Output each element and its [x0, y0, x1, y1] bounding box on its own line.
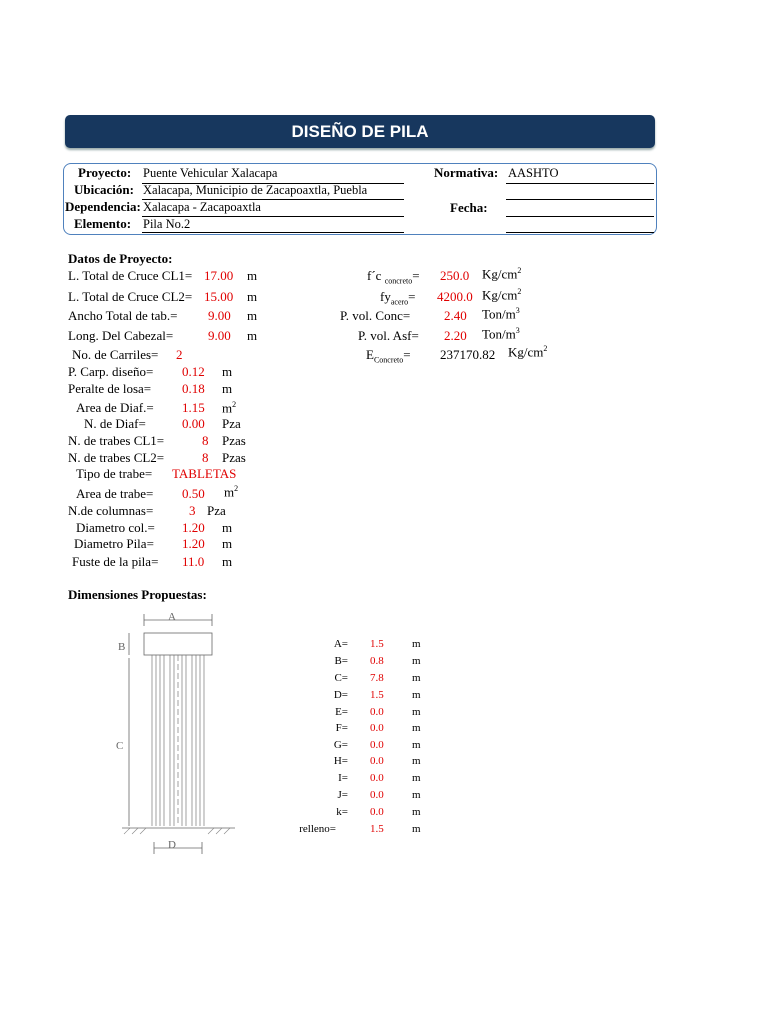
datos-unit: Pza — [222, 416, 241, 431]
datos-value: 9.00 — [208, 328, 231, 343]
dim-label: G= — [333, 739, 348, 751]
datos-unit: $m^2$ — [224, 484, 239, 500]
datos-value: 8 — [202, 433, 209, 448]
datos-unit: m — [222, 554, 233, 569]
ground-hatch — [124, 828, 230, 834]
dependencia-value: Xalacapa - Zacapoaxtla — [143, 200, 261, 214]
datos-label: Diametro Pila= — [74, 536, 154, 551]
datos-label: Peralte de losa= — [68, 381, 152, 396]
datos-value: TABLETAS — [172, 466, 237, 481]
datos-unit: m — [247, 268, 258, 283]
datos-value: 0.50 — [182, 486, 205, 501]
material-value: 250.0 — [440, 268, 470, 283]
material-label: P. vol. Asf= — [358, 328, 419, 343]
datos-label: Fuste de la pila= — [72, 554, 159, 569]
datos-label: Long. Del Cabezal= — [68, 328, 174, 343]
datos-label: L. Total de Cruce CL1= — [68, 268, 193, 283]
dim-unit: m — [412, 638, 421, 650]
page-title: DISEÑO DE PILA — [65, 115, 655, 148]
datos-label: N. de trabes CL1= — [68, 433, 165, 448]
datos-value: 0.18 — [182, 381, 205, 396]
pier-columns — [152, 655, 204, 826]
dim-unit: m — [412, 806, 421, 818]
datos-label: L. Total de Cruce CL2= — [68, 289, 193, 304]
datos-label: Area de trabe= — [76, 486, 154, 501]
datos-value: 15.00 — [204, 289, 234, 304]
datos-value: 0.12 — [182, 364, 205, 379]
material-value: 237170.82 — [440, 347, 496, 362]
dim-label: C= — [334, 672, 348, 684]
datos-value: 8 — [202, 450, 209, 465]
datos-value: 17.00 — [204, 268, 234, 283]
normativa-underline — [506, 183, 654, 184]
datos-label: Area de Diaf.= — [76, 400, 154, 415]
material-label: f´c $_{concreto}$= — [367, 268, 420, 286]
normativa-label: Normativa: — [434, 165, 499, 180]
datos-value: 11.0 — [182, 554, 205, 569]
datos-label: N. de Diaf= — [84, 416, 146, 431]
dim-unit: m — [412, 655, 421, 667]
datos-value: 9.00 — [208, 308, 231, 323]
proyecto-label: Proyecto: — [78, 165, 132, 180]
ubicacion-label: Ubicación: — [74, 182, 134, 197]
datos-value: 1.20 — [182, 520, 205, 535]
dim-label-a: A — [168, 611, 176, 623]
dim-value: 1.5 — [370, 823, 384, 835]
datos-unit: m — [247, 308, 258, 323]
elemento-value: Pila No.2 — [143, 217, 191, 231]
dim-value: 0.8 — [370, 655, 384, 667]
dim-label-c: C — [116, 740, 124, 752]
material-value: 2.40 — [444, 308, 467, 323]
datos-label: N.de columnas= — [68, 503, 154, 518]
datos-value: 0.00 — [182, 416, 205, 431]
proyecto-value: Puente Vehicular Xalacapa — [143, 166, 278, 180]
dimensiones-heading: Dimensiones Propuestas: — [68, 587, 207, 602]
datos-unit: m — [222, 536, 233, 551]
dim-value: 1.5 — [370, 689, 384, 701]
dim-value: 0.0 — [370, 755, 384, 767]
material-value: 2.20 — [444, 328, 467, 343]
material-label: P. vol. Conc= — [340, 308, 411, 323]
material-unit: Ton/$m^3$ — [482, 306, 520, 322]
material-unit: $Kg/cm^2$ — [508, 344, 548, 360]
elemento-underline — [142, 232, 404, 233]
dim-unit: m — [412, 706, 421, 718]
datos-value: 2 — [176, 347, 183, 362]
datos-label: No. de Carriles= — [72, 347, 159, 362]
dim-label: J= — [337, 789, 348, 801]
datos-unit: Pza — [207, 503, 226, 518]
dim-label: A= — [333, 638, 348, 650]
dim-value: 0.0 — [370, 806, 384, 818]
material-label: $E_{Concreto}=$ — [366, 347, 411, 365]
dim-label: F= — [335, 722, 348, 734]
datos-value: 1.15 — [182, 400, 205, 415]
dim-value: 1.5 — [370, 638, 384, 650]
datos-unit: m — [222, 520, 233, 535]
dim-unit: m — [412, 789, 421, 801]
dim-label-d: D — [168, 839, 176, 851]
datos-heading: Datos de Proyecto: — [68, 251, 173, 266]
datos-label: N. de trabes CL2= — [68, 450, 165, 465]
dim-unit: m — [412, 672, 421, 684]
material-unit: $Kg/cm^2$ — [482, 266, 522, 282]
fecha-label: Fecha: — [450, 200, 488, 215]
dim-label: B= — [334, 655, 348, 667]
dim-label: E= — [335, 706, 348, 718]
datos-value: 1.20 — [182, 536, 205, 551]
datos-label: Tipo de trabe= — [76, 466, 153, 481]
datos-value: 3 — [189, 503, 196, 518]
datos-unit: $m^2$ — [222, 400, 237, 416]
dim-unit: m — [412, 739, 421, 751]
dim-unit: m — [412, 772, 421, 784]
dim-unit: m — [412, 755, 421, 767]
dim-value: 0.0 — [370, 789, 384, 801]
datos-unit: m — [222, 364, 233, 379]
material-value: 4200.0 — [437, 289, 473, 304]
datos-label: P. Carp. diseño= — [68, 364, 154, 379]
datos-unit: m — [247, 328, 258, 343]
normativa-value: AASHTO — [508, 166, 559, 180]
dim-value: 0.0 — [370, 706, 384, 718]
datos-unit: Pzas — [222, 433, 246, 448]
material-unit: $Kg/cm^2$ — [482, 287, 522, 303]
datos-label: Diametro col.= — [76, 520, 155, 535]
datos-unit: m — [222, 381, 233, 396]
dim-label: k= — [336, 806, 348, 818]
dim-label: D= — [333, 689, 348, 701]
normativa-underline-2 — [506, 199, 654, 200]
datos-unit: Pzas — [222, 450, 246, 465]
fecha-underline — [506, 216, 654, 217]
dim-value: 7.8 — [370, 672, 384, 684]
dim-label: relleno= — [299, 823, 336, 835]
dim-unit: m — [412, 689, 421, 701]
datos-label: Ancho Total de tab.= — [68, 308, 178, 323]
pier-diagram — [100, 608, 240, 858]
ubicacion-value: Xalacapa, Municipio de Zacapoaxtla, Puebla — [143, 183, 368, 197]
dependencia-label: Dependencia: — [65, 199, 141, 214]
elemento-label: Elemento: — [74, 216, 132, 231]
datos-unit: m — [247, 289, 258, 304]
dim-value: 0.0 — [370, 739, 384, 751]
dim-label: I= — [338, 772, 348, 784]
dim-label: H= — [333, 755, 348, 767]
material-unit: Ton/$m^3$ — [482, 326, 520, 342]
dim-value: 0.0 — [370, 722, 384, 734]
fecha-underline-2 — [506, 232, 654, 233]
material-label: $fy_{acero}=$ — [380, 289, 416, 307]
dim-label-b: B — [118, 641, 126, 653]
dim-unit: m — [412, 823, 421, 835]
dim-unit: m — [412, 722, 421, 734]
pier-cap — [144, 633, 212, 655]
dim-value: 0.0 — [370, 772, 384, 784]
